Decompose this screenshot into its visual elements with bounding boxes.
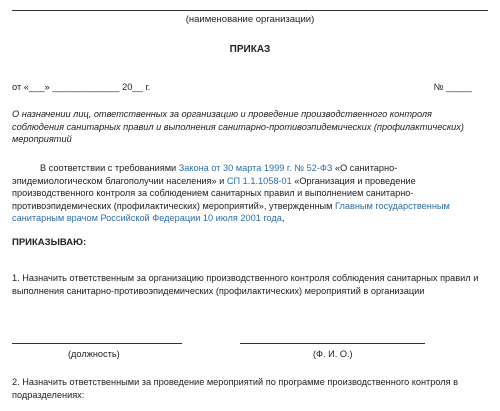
date-year: 20__ г. [119,82,151,92]
order-item-2: 2. Назначить ответственными за проведение мероприятий по программе производственного контроля в подразделениях: [12,377,459,400]
order-heading: ПРИКАЗЫВАЮ: [12,237,87,248]
org-name-line [12,10,488,11]
chief-doctor-link[interactable]: Главным государственным санитарным врачом Российской Федерации 10 июля 2001 года [12,200,450,223]
name-label: (Ф. И. О.) [313,349,353,359]
name-signature-line[interactable] [240,343,425,344]
date-prefix: от « [12,82,29,92]
sp-link[interactable]: СП 1.1.1058-01 [226,175,292,186]
preamble-text-2: «О санитарно-эпидемиологическом благополучии населения» и [12,163,398,186]
preamble-text-3: «Организация и проведение производственного контроля за соблюдением санитарных правил и выполнением санитарно-противоэпидемических (профилактических) мероприятий», утвержденным [12,175,416,211]
document-number[interactable]: № _____ [433,82,472,92]
position-signature-line[interactable] [12,343,182,344]
org-name-caption: (наименование организации) [185,14,315,25]
preamble-text-4: , [281,213,285,223]
date-day-blank[interactable]: ___ [28,82,45,92]
date-mid: » [44,82,53,92]
document-title: ПРИКАЗ [229,44,271,55]
preamble-paragraph [12,162,480,225]
date-line [12,82,150,92]
law-link[interactable]: Закона от 30 марта 1999 г. № 52-ФЗ [178,163,333,173]
order-item-1: 1. Назначить ответственным за организацию производственного контроля соблюдения санитарных правил и выполнения санитарно-противоэпидемических (профилактических) мероприятий в организации [12,273,479,296]
preamble-text-1: В соответствии с требованиями [40,163,179,173]
date-month-blank[interactable]: _____________ [52,82,120,92]
position-label: (должность) [68,349,120,359]
order-subject: О назначении лиц, ответственных за организацию и проведение производственного контроля соблюдения санитарных правил и выполнения санитарно-противоэпидемических (профилактических) мероприятий [12,109,464,144]
